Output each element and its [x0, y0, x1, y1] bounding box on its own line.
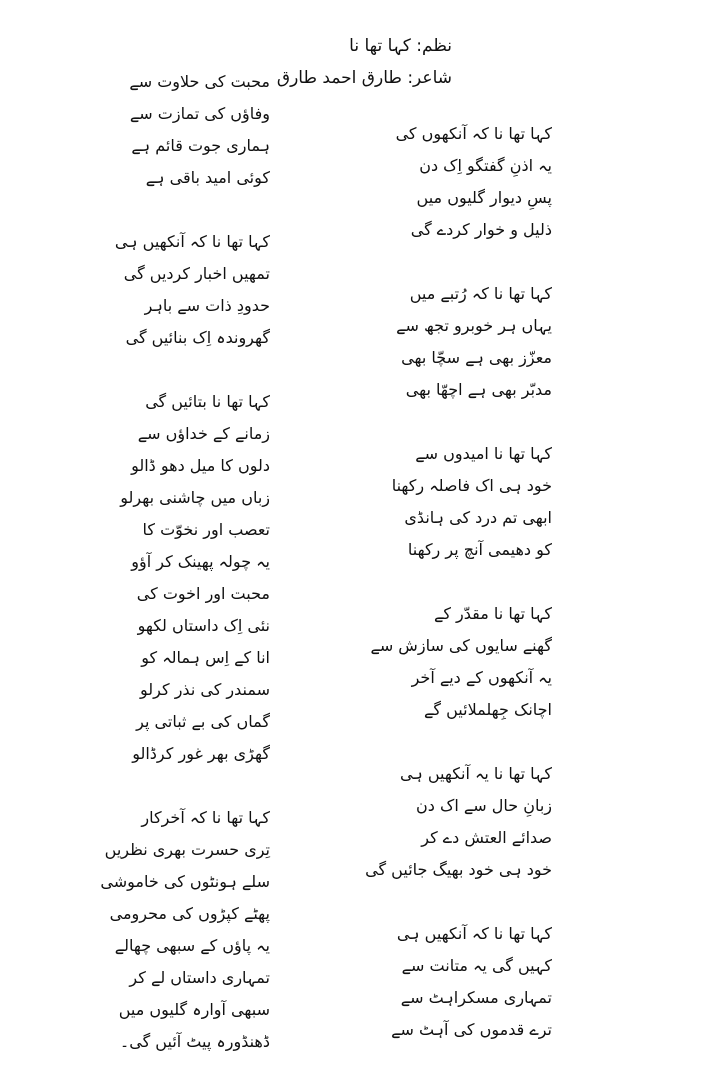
- verse-line: گھڑی بھر غور کرڈالو: [132, 744, 270, 763]
- verse-line: کہا تھا نا کہ آنکھوں کی: [395, 124, 552, 143]
- left-column: [70, 66, 270, 1058]
- verse-line: محبت کی حلاوت سے: [129, 72, 270, 91]
- verse-line: کہیں گی یہ متانت سے: [401, 956, 552, 975]
- verse-line: زباں میں چاشنی بھرلو: [120, 488, 270, 507]
- verse-line: ترے قدموں کی آہٹ سے: [391, 1020, 552, 1039]
- poet-name: شاعر: طارق احمد طارق: [276, 68, 452, 88]
- verse-line: صدائے العتش دے کر: [421, 828, 552, 847]
- verse-line: یہ پاؤں کے سبھی چھالے: [114, 936, 270, 955]
- verse-line: سلے ہونٹوں کی خاموشی: [100, 872, 270, 891]
- verse-line: کوئی امید باقی ہے: [145, 168, 270, 187]
- verse-line: کہا تھا نا امیدوں سے: [415, 444, 552, 463]
- verse-line: محبت اور اخوت کی: [136, 584, 270, 603]
- right-stanza-1: [312, 118, 552, 246]
- verse-line: ذلیل و خوار کردے گی: [410, 220, 552, 239]
- stanza-gap: [70, 194, 270, 226]
- right-stanza-2: [312, 278, 552, 406]
- stanza-gap: [70, 770, 270, 802]
- verse-line: اچانک جِھلملائیں گے: [424, 700, 552, 719]
- verse-line: تمہاری داستاں لے کر: [129, 968, 270, 987]
- verse-line: یہ چولہ پھینک کر آؤو: [131, 552, 270, 571]
- verse-line: دلوں کا میل دھو ڈالو: [131, 456, 270, 475]
- verse-line: خود ہی خود بھیگ جائیں گی: [365, 860, 552, 879]
- verse-line: کہا تھا نا کہ آنکھیں ہی: [396, 924, 552, 943]
- verse-line: حدودِ ذات سے باہر: [144, 296, 270, 315]
- verse-line: وفاؤں کی تمازت سے: [129, 104, 270, 123]
- verse-line: کہا تھا نا کہ آخرکار: [141, 808, 270, 827]
- stanza-gap: [312, 246, 552, 278]
- verse-line: کہا تھا نا بتائیں گی: [145, 392, 270, 411]
- verse-line: پسِ دیوار گلیوں میں: [416, 188, 552, 207]
- right-stanza-5: [312, 758, 552, 886]
- verse-line: تعصب اور نخوّت کا: [142, 520, 270, 539]
- verse-line: پھٹے کپڑوں کی محرومی: [109, 904, 270, 923]
- verse-line: یہ اذنِ گفتگو اِک دن: [419, 156, 552, 175]
- right-stanza-6: [312, 918, 552, 1046]
- stanza-gap: [70, 354, 270, 386]
- right-stanza-4: [312, 598, 552, 726]
- left-stanza-4: [70, 802, 270, 1058]
- verse-line: کو دھیمی آنچ پر رکھنا: [407, 540, 552, 559]
- verse-line: یہ آنکھوں کے دیے آخر: [411, 668, 552, 687]
- verse-line: تمہاری مسکراہٹ سے: [400, 988, 552, 1007]
- stanza-gap: [312, 886, 552, 918]
- verse-line: مدبّر بھی ہے اچھّا بھی: [405, 380, 552, 399]
- verse-line: ابھی تم درد کی ہانڈی: [404, 508, 552, 527]
- verse-line: سبھی آوارہ گلیوں میں: [118, 1000, 270, 1019]
- verse-line: ہماری جوت قائم ہے: [131, 136, 270, 155]
- verse-line: انا کے اِس ہمالہ کو: [141, 648, 270, 667]
- verse-line: خود ہی اک فاصلہ رکھنا: [391, 476, 552, 495]
- left-stanza-2: [70, 226, 270, 354]
- verse-line: کہا تھا نا یہ آنکھیں ہی: [400, 764, 552, 783]
- verse-line: زبانِ حال سے اک دن: [416, 796, 552, 815]
- stanza-gap: [312, 726, 552, 758]
- right-stanza-3: [312, 438, 552, 566]
- verse-line: گھنے سایوں کی سازش سے: [370, 636, 552, 655]
- poem-title: نظم: کہا تھا نا: [349, 36, 452, 56]
- verse-line: گماں کی بے ثباتی پر: [136, 712, 270, 731]
- verse-line: کہا تھا نا مقدّر کے: [433, 604, 552, 623]
- verse-line: تمھیں اخبار کردیں گی: [123, 264, 270, 283]
- verse-line: معزّز بھی ہے سچّا بھی: [401, 348, 552, 367]
- verse-line: کہا تھا نا کہ آنکھیں ہی: [114, 232, 270, 251]
- verse-line: یہاں ہر خوبرو تجھ سے: [396, 316, 552, 335]
- verse-line: تِری حسرت بھری نظریں: [104, 840, 270, 859]
- verse-line: نئی اِک داستاں لکھو: [137, 616, 270, 635]
- verse-line: ڈھنڈورہ پیٹ آئیں گی۔: [119, 1032, 270, 1051]
- verse-line: کہا تھا نا کہ رُتبے میں: [409, 284, 552, 303]
- verse-line: زمانے کے خداؤں سے: [137, 424, 270, 443]
- poem-header: [277, 30, 452, 94]
- right-column: [312, 118, 552, 1046]
- left-stanza-3: [70, 386, 270, 770]
- stanza-gap: [312, 566, 552, 598]
- verse-line: سمندر کی نذر کرلو: [140, 680, 270, 699]
- stanza-gap: [312, 406, 552, 438]
- verse-line: گھروندہ اِک بنائیں گی: [125, 328, 270, 347]
- left-stanza-1: [70, 66, 270, 194]
